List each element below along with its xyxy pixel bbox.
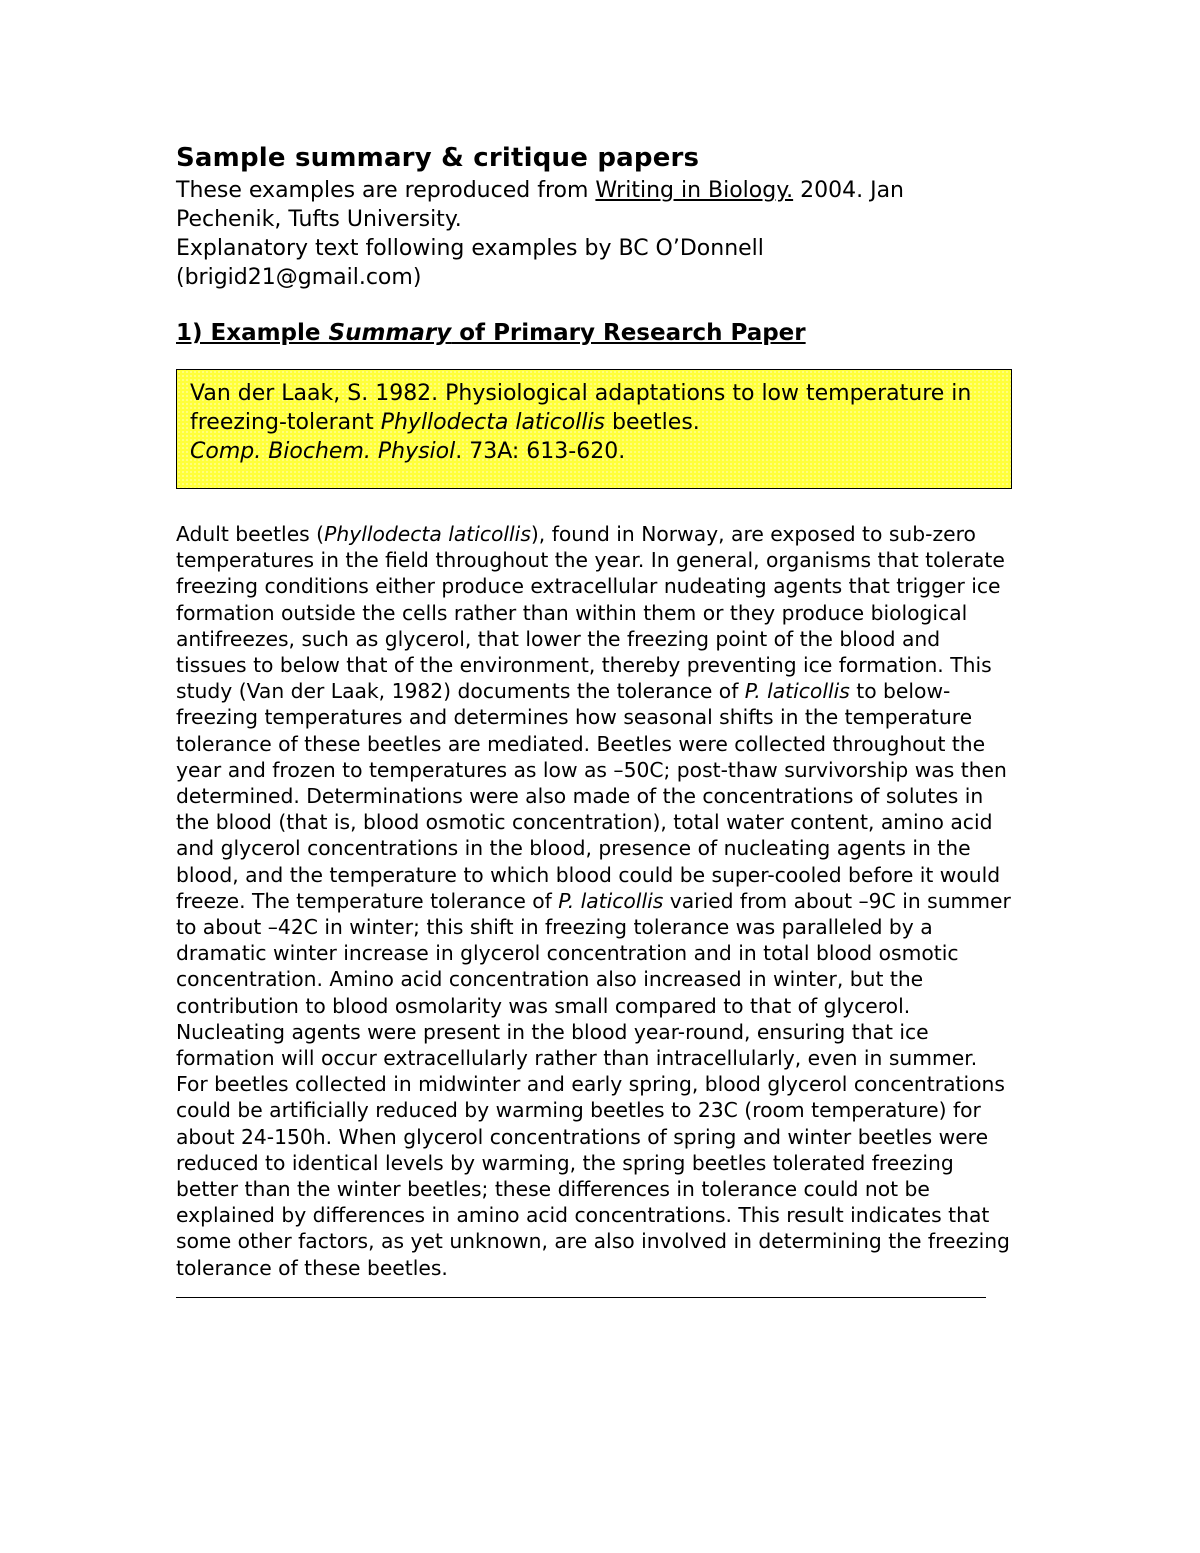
intro-source <box>176 176 1016 234</box>
citation-species: Phyllodecta laticollis <box>380 410 606 435</box>
section-heading-emphasis: Summary <box>328 320 452 346</box>
book-title: Writing in Biology. <box>595 178 794 203</box>
summary-text: to below-freezing temperatures and determines how seasonal shifts in the temperature tolerance of these beetles are mediated. Beetles were collected throughout the year and frozen to temperatures as low as –50C; post-thaw survivorship was then determined. Determinations were also made of the concentrations of solutes in the blood (that is, blood osmotic concentration), total water content, amino acid and glycerol concentrations in the blood, presence of nucleating agents in the blood, and the temperature to which blood could be super-cooled before it would freeze. The temperature tolerance of <box>176 679 1007 913</box>
document-page <box>176 140 1016 1298</box>
summary-species-abbr: P. laticollis <box>744 679 850 704</box>
citation-volume-pages: . 73A: 613-620. <box>455 439 626 464</box>
section-heading <box>176 317 1016 349</box>
divider-line <box>176 1297 986 1298</box>
document-title: Sample summary & critique papers <box>176 143 700 173</box>
summary-text: varied from about –9C in summer to about –42C in winter; this shift in freezing tolerance was paralleled by a dramatic winter increase in glycerol concentration and in total blood osmotic concentration. Amino acid concentration also increased in winter, but the contribution to blood osmolarity was small compared to that of glycerol. Nucleating agents were present in the blood year-round, ensuring that ice formation will occur extracellularly rather than intracellularly, even in summer. <box>176 888 1011 1071</box>
citation-title-end: beetles. <box>605 410 700 435</box>
summary-paragraph-2: For beetles collected in midwinter and early spring, blood glycerol concentrations could be artificially reduced by warming beetles to 23C (room temperature) for about 24-150h. When glycerol concentrations of spring and winter beetles were reduced to identical levels by warming, the spring beetles tolerated freezing better than the winter beetles; these differences in tolerance could not be explained by differences in amino acid concentrations. This result indicates that some other factors, as yet unknown, are also involved in determining the freezing tolerance of these beetles. <box>176 1072 1010 1280</box>
citation-authors-title: Van der Laak, S. 1982. Physiological adaptations to low temperature in freezing-tolerant <box>190 381 972 435</box>
citation-box <box>176 369 1012 489</box>
intro-source-suffix: 2004. Jan Pechenik, Tufts University. <box>176 178 904 232</box>
intro-attribution: Explanatory text following examples by BC O’Donnell (brigid21@gmail.com) <box>176 236 764 290</box>
section-heading-prefix: 1) Example <box>176 320 329 346</box>
summary-text: ), found in Norway, are exposed to sub-zero temperatures in the field throughout the year. In general, organisms that tolerate freezing conditions either produce extracellular nudeating agents that trigger ice formation outside the cells rather than within them or they produce biological antifreezes, such as glycerol, that lower the freezing point of the blood and tissues to below that of the environment, thereby preventing ice formation. This study (Van der Laak, 1982) documents the tolerance of <box>176 522 1005 704</box>
summary-body <box>176 521 1016 1281</box>
summary-species: Phyllodecta laticollis <box>324 522 531 546</box>
citation-journal: Comp. Biochem. Physiol <box>190 439 456 464</box>
section-heading-suffix: of Primary Research Paper <box>451 320 806 346</box>
summary-species-abbr: P. laticollis <box>558 888 664 913</box>
intro-source-prefix: These examples are reproduced from <box>176 178 596 203</box>
summary-text: Adult beetles ( <box>176 522 325 546</box>
summary-paragraph-1 <box>176 521 1016 1071</box>
